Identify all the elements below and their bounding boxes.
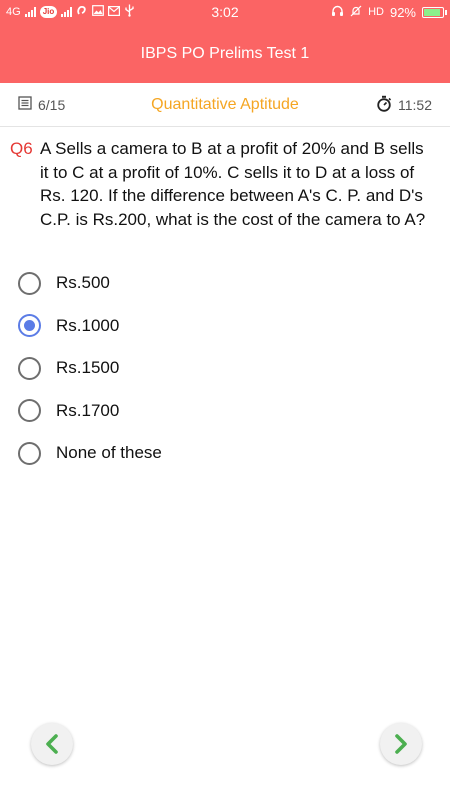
section-title: Quantitative Aptitude [151,95,299,113]
option-label: Rs.1000 [56,315,120,335]
option-radio[interactable] [18,314,41,337]
headset-icon [331,5,344,20]
chevron-left-icon [43,733,61,755]
option-label: Rs.1700 [56,400,120,420]
next-question-button[interactable] [380,723,422,765]
option-radio[interactable] [18,357,41,380]
chevron-right-icon [392,733,410,755]
option-2[interactable] [18,305,428,348]
option-radio[interactable] [18,399,41,422]
question-progress[interactable] [18,96,128,113]
option-4[interactable] [18,390,428,433]
page-title: IBPS PO Prelims Test 1 [140,44,310,62]
question-block [10,137,435,231]
question-number: Q6 [10,139,33,158]
option-radio[interactable] [18,442,41,465]
option-label: None of these [56,443,162,463]
test-info-bar [0,83,450,127]
battery-percent: 92% [389,4,416,20]
option-5[interactable] [18,432,428,475]
airtel-icon [76,5,88,20]
status-right [284,5,444,20]
carrier-badge: Jio [40,6,58,18]
timer [322,95,432,115]
progress-text: 6/15 [38,96,66,113]
app-bar [0,24,450,83]
network-type-label: 4G [6,5,21,18]
option-1[interactable] [18,262,428,305]
gallery-notification-icon [92,5,104,19]
battery-icon [422,7,444,18]
battery-fill [424,9,440,16]
option-3[interactable] [18,347,428,390]
signal-icon-2 [61,7,72,17]
email-icon [108,6,120,19]
question-list-icon[interactable] [18,96,32,113]
option-label: Rs.1500 [56,358,120,378]
signal-icon [25,7,36,17]
usb-icon [124,4,135,20]
status-time: 3:02 [211,4,239,20]
status-bar [0,0,450,24]
status-left [6,4,166,20]
timer-text: 11:52 [398,96,432,113]
mute-bell-icon [350,5,362,20]
answer-options [18,262,428,475]
option-label: Rs.500 [56,273,110,293]
question-text: A Sells a camera to B at a profit of 20% and B sells it to C at a profit of 10%. C sells it to D at a loss of Rs. 120. If the difference between A's C. P. and D's C.P. is Rs.200, what is the cost of the camera to A? [40,139,426,229]
volte-label: HD [368,5,384,18]
option-radio[interactable] [18,272,41,295]
stopwatch-icon [376,95,392,115]
previous-question-button[interactable] [31,723,73,765]
